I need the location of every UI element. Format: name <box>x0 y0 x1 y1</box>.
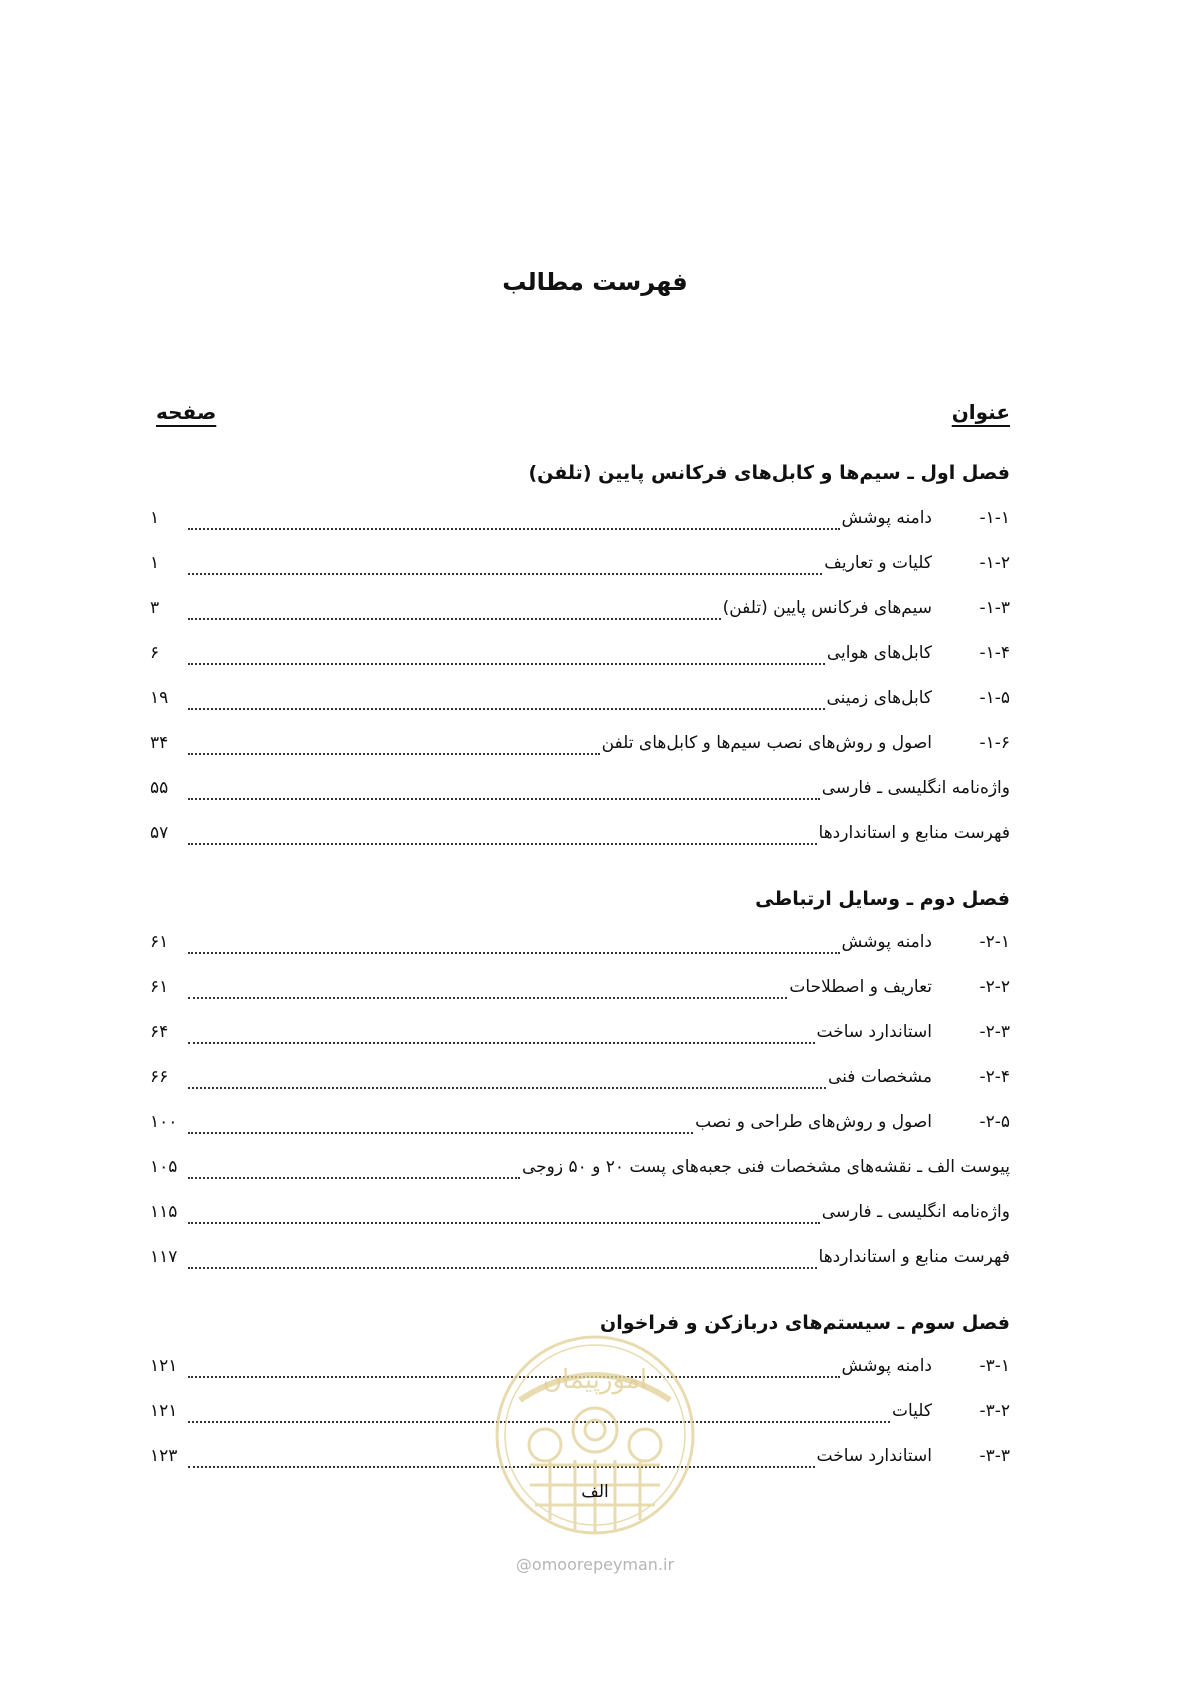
entry-number: ۲-۱- <box>979 932 1010 952</box>
entry-label: سیم‌های فرکانس پایین (تلفن) <box>722 598 932 618</box>
dot-leader <box>188 618 721 620</box>
dot-leader <box>188 1132 693 1134</box>
dot-leader <box>188 1087 826 1089</box>
entry-number: ۱-۱- <box>979 508 1010 528</box>
column-header-title: عنوان <box>951 400 1010 424</box>
toc-entry[interactable] <box>150 977 1010 1007</box>
entry-page: ۱۰۵ <box>150 1157 178 1177</box>
entry-page: ۳۴ <box>150 733 169 753</box>
entry-number: ۳-۲- <box>979 1401 1010 1421</box>
page-number: الف <box>581 1482 609 1502</box>
entry-label: استاندارد ساخت <box>816 1446 932 1466</box>
entry-page: ۵۷ <box>150 823 169 843</box>
entry-number: ۱-۲- <box>979 553 1010 573</box>
toc-entry[interactable] <box>150 508 1010 538</box>
dot-leader <box>188 1267 817 1269</box>
dot-leader <box>188 843 817 845</box>
section-heading: فصل دوم ـ وسایل ارتباطی <box>755 888 1010 910</box>
entry-page: ۱ <box>150 553 160 573</box>
dot-leader <box>188 1042 815 1044</box>
dot-leader <box>188 663 825 665</box>
dot-leader <box>188 798 820 800</box>
entry-label: کلیات و تعاریف <box>824 553 932 573</box>
entry-label: پیوست الف ـ نقشه‌های مشخصات فنی جعبه‌های پست ۲۰ و ۵۰ زوجی <box>521 1157 1010 1177</box>
watermark-site: @omoorepeyman.ir <box>515 1555 675 1574</box>
entry-label: تعاریف و اصطلاحات <box>789 977 932 997</box>
entry-page: ۵۵ <box>150 778 169 798</box>
entry-page: ۶۶ <box>150 1067 169 1087</box>
section-heading: فصل اول ـ سیم‌ها و کابل‌های فرکانس پایین (تلفن) <box>528 462 1010 484</box>
entry-label: فهرست منابع و استانداردها <box>818 1247 1010 1267</box>
entry-page: ۳ <box>150 598 160 618</box>
entry-page: ۶۱ <box>150 977 169 997</box>
dot-leader <box>188 952 840 954</box>
toc-entry[interactable] <box>150 553 1010 583</box>
entry-label: دامنه پوشش <box>841 932 932 952</box>
entry-number: ۲-۴- <box>979 1067 1010 1087</box>
entry-label: اصول و روش‌های نصب سیم‌ها و کابل‌های تلفن <box>601 733 932 753</box>
entry-label: فهرست منابع و استانداردها <box>818 823 1010 843</box>
dot-leader <box>188 528 840 530</box>
toc-entry[interactable] <box>150 1022 1010 1052</box>
entry-label: اصول و روش‌های طراحی و نصب <box>695 1112 932 1132</box>
column-header-page: صفحه <box>156 400 217 424</box>
watermark-logo-text: امورپیمان <box>542 1365 648 1395</box>
entry-number: ۱-۵- <box>979 688 1010 708</box>
entry-number: ۳-۳- <box>979 1446 1010 1466</box>
entry-label: کابل‌های هوایی <box>826 643 932 663</box>
entry-page: ۶۱ <box>150 932 169 952</box>
toc-entry[interactable] <box>150 1247 1010 1277</box>
entry-label: کابل‌های زمینی <box>826 688 932 708</box>
entry-number: ۱-۳- <box>979 598 1010 618</box>
entry-page: ۱۰۰ <box>150 1112 178 1132</box>
dot-leader <box>188 1222 820 1224</box>
entry-number: ۱-۶- <box>979 733 1010 753</box>
entry-label: واژه‌نامه انگلیسی ـ فارسی <box>821 1202 1010 1222</box>
entry-page: ۱۹ <box>150 688 169 708</box>
toc-entry[interactable] <box>150 1112 1010 1142</box>
entry-page: ۱ <box>150 508 160 528</box>
entry-label: کلیات <box>891 1401 932 1421</box>
toc-entry[interactable] <box>150 1067 1010 1097</box>
toc-entry[interactable] <box>150 778 1010 808</box>
entry-number: ۲-۳- <box>979 1022 1010 1042</box>
dot-leader <box>188 708 825 710</box>
entry-page: ۱۲۱ <box>150 1401 178 1421</box>
toc-entry[interactable] <box>150 1202 1010 1232</box>
toc-entry[interactable] <box>150 1157 1010 1187</box>
entry-number: ۲-۲- <box>979 977 1010 997</box>
dot-leader <box>188 753 600 755</box>
entry-page: ۱۱۵ <box>150 1202 178 1222</box>
entry-page: ۱۲۱ <box>150 1356 178 1376</box>
dot-leader <box>188 1177 520 1179</box>
watermark-seal-icon <box>490 1330 700 1540</box>
section-heading: فصل سوم ـ سیستم‌های دربازکن و فراخوان <box>600 1312 1010 1334</box>
toc-entry[interactable] <box>150 688 1010 718</box>
entry-label: استاندارد ساخت <box>816 1022 932 1042</box>
entry-number: ۱-۴- <box>979 643 1010 663</box>
toc-entry[interactable] <box>150 733 1010 763</box>
entry-page: ۱۲۳ <box>150 1446 178 1466</box>
dot-leader <box>188 573 822 575</box>
entry-label: دامنه پوشش <box>841 1356 932 1376</box>
page-title: فهرست مطالب <box>502 268 688 296</box>
toc-entry[interactable] <box>150 643 1010 673</box>
entry-page: ۱۱۷ <box>150 1247 178 1267</box>
entry-page: ۶ <box>150 643 160 663</box>
entry-number: ۲-۵- <box>979 1112 1010 1132</box>
entry-label: دامنه پوشش <box>841 508 932 528</box>
toc-entry[interactable] <box>150 932 1010 962</box>
entry-label: مشخصات فنی <box>827 1067 932 1087</box>
entry-number: ۳-۱- <box>979 1356 1010 1376</box>
entry-page: ۶۴ <box>150 1022 169 1042</box>
toc-entry[interactable] <box>150 598 1010 628</box>
entry-label: واژه‌نامه انگلیسی ـ فارسی <box>821 778 1010 798</box>
dot-leader <box>188 997 787 999</box>
toc-entry[interactable] <box>150 823 1010 853</box>
